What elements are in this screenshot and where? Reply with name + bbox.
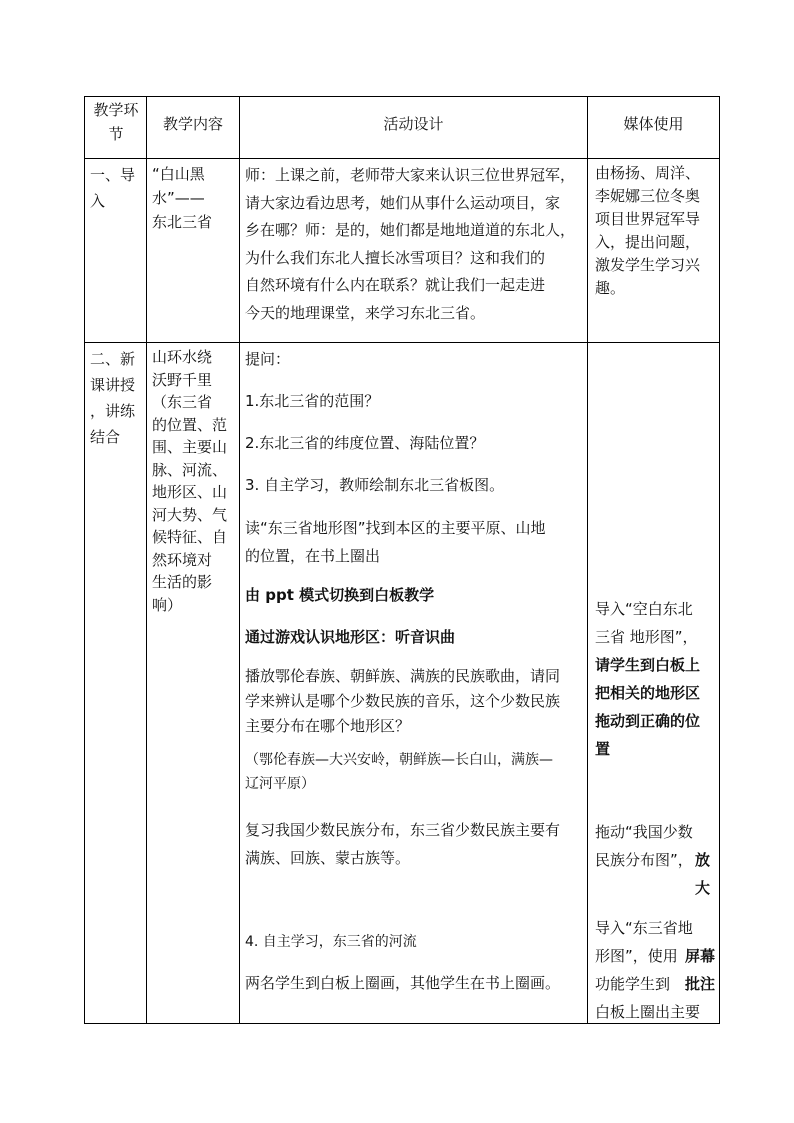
activity-question-2: 2.东北三省的纬度位置、海陆位置？	[245, 434, 485, 452]
media-2-bold: 放 大	[695, 851, 711, 897]
row2-stage	[90, 346, 144, 450]
row1-activity-text: 师：上课之前，老师带大家来认识三位世界冠军， 请大家边看边思考，她们从事什么运动项目，家 乡在哪？师：是的，她们都是地地道道的东北人， 为什么我们东北人擅长冰雪项目？这和我们的 自然环境有什么内在联系？就让我们一起走进 今天的地理课堂，来学习东北三省。	[245, 166, 576, 322]
media-3-plain-1: 导入“东三省地 形图”，使用	[595, 919, 693, 965]
media-3-bold: 屏幕 批注	[685, 947, 716, 993]
row2-content-text: 山环水绕 沃野千里 （东三省 的位置、范 围、主要山 脉、河流、 地形区、山 河大势、气 候特征、自 然环境对 生活的影 响）	[152, 348, 228, 614]
row1-content	[152, 162, 238, 234]
row1-divider	[84, 342, 720, 343]
header-stage-text: 教学环 节	[93, 101, 139, 143]
header-content	[147, 112, 239, 136]
header-media-text: 媒体使用	[623, 115, 684, 133]
media-3-plain-2: 功能学生到 白板上圈出主要	[595, 975, 701, 1021]
media-block-1	[595, 595, 717, 763]
col-divider-left	[84, 96, 85, 1024]
col-divider-3	[587, 96, 588, 1024]
row1-media	[595, 162, 717, 300]
row1-stage	[90, 162, 144, 214]
header-row-divider	[84, 158, 720, 159]
row1-stage-text: 一、导 入	[90, 166, 136, 210]
activity-question-1: 1.东北三省的范围？	[245, 392, 380, 410]
header-activity	[240, 112, 587, 136]
row2-content	[152, 346, 238, 616]
activity-question-title: 提问：	[245, 350, 291, 368]
activity-mode-switch: 由 ppt 模式切换到白板教学	[245, 586, 435, 604]
activity-read-map: 读“东三省地形图”找到本区的主要平原、山地 的位置，在书上圈出	[245, 519, 546, 565]
activity-game-title: 通过游戏认识地形区：听音识曲	[245, 628, 456, 646]
media-2-plain: 拖动“我国少数 民族分布图”，	[595, 823, 693, 869]
table-border-top	[84, 96, 720, 97]
header-content-text: 教学内容	[162, 115, 223, 133]
header-activity-text: 活动设计	[383, 115, 444, 133]
activity-review: 复习我国少数民族分布，东三省少数民族主要有 满族、回族、蒙古族等。	[245, 821, 561, 867]
row1-activity	[245, 162, 585, 327]
activity-play-songs: 播放鄂伦春族、朝鲜族、满族的民族歌曲，请同 学来辨认是哪个少数民族的音乐，这个少数民族 主要分布在哪个地形区？	[245, 667, 561, 735]
col-divider-1	[146, 96, 147, 1024]
header-media	[588, 112, 719, 136]
activity-answer: （鄂伦春族—大兴安岭，朝鲜族—长白山，满族— 辽河平原）	[245, 752, 553, 792]
col-divider-2	[239, 96, 240, 1024]
media-block-3	[595, 914, 717, 1021]
activity-question-4: 4. 自主学习，东三省的河流	[245, 934, 417, 950]
row1-content-text: “白山黑 水”—— 东北三省	[152, 165, 213, 231]
activity-circle-rivers: 两名学生到白板上圈画，其他学生在书上圈画。	[245, 974, 561, 992]
activity-question-3: 3. 自主学习，教师绘制东北三省板图。	[245, 476, 505, 494]
row2-stage-text: 二、新 课讲授 ，讲练 结合	[90, 350, 136, 446]
header-stage	[86, 98, 146, 146]
row1-media-text: 由杨扬、周洋、 李妮娜三位冬奥 项目世界冠军导 入，提出问题， 激发学生学习兴 趣。	[595, 164, 701, 297]
media-1-bold: 请学生到白板上 把相关的地形区 拖动到正确的位 置	[595, 656, 701, 758]
col-divider-right	[719, 96, 720, 1024]
media-1-plain: 导入“空白东北 三省 地形图”，	[595, 600, 698, 646]
media-block-2	[595, 818, 717, 897]
